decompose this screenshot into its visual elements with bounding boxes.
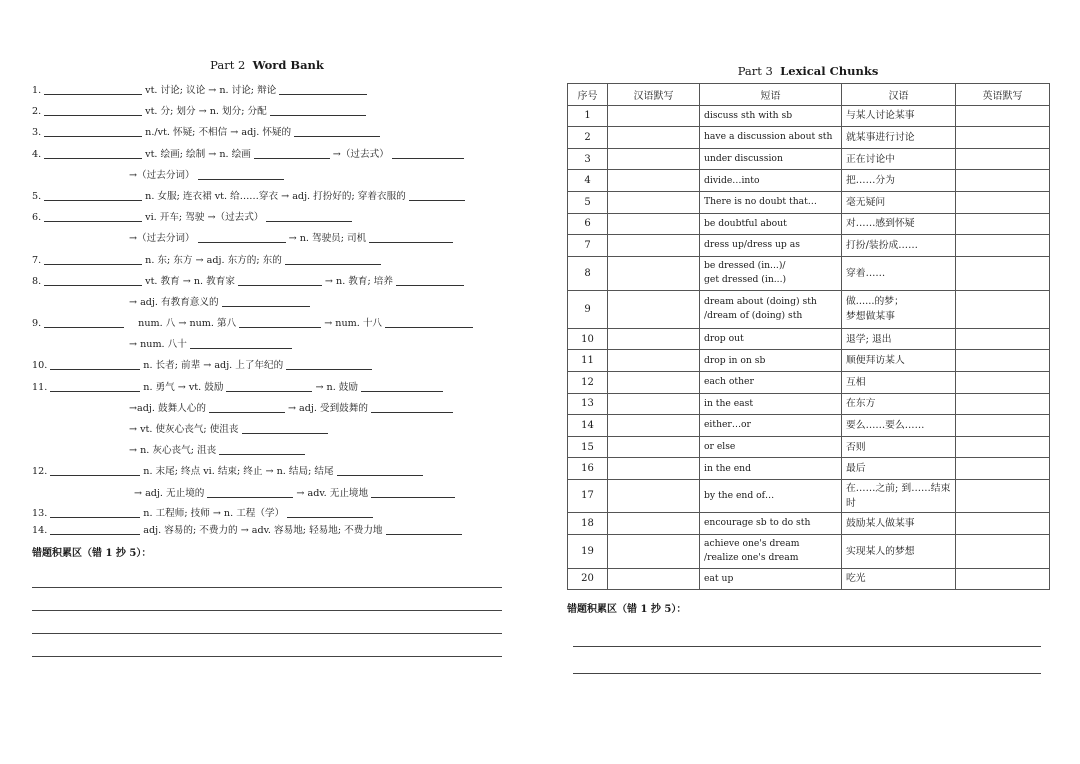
chinese-text: 顺便拜访某人 — [846, 355, 905, 367]
answer-blank[interactable] — [44, 102, 142, 116]
answer-blank[interactable] — [279, 81, 367, 95]
english-dictation-cell[interactable] — [956, 479, 1050, 512]
row-index: 11 — [568, 350, 608, 372]
row-index: 8 — [568, 256, 608, 290]
english-dictation-cell[interactable] — [956, 191, 1050, 213]
answer-blank[interactable] — [44, 208, 142, 222]
line-number: 14. — [32, 524, 48, 536]
line-text: →（过去分词） — [129, 169, 195, 181]
chinese-dictation-cell[interactable] — [608, 235, 700, 257]
chinese-text: 正在讨论中 — [846, 153, 895, 165]
line-text: → n. 灰心丧气; 沮丧 — [129, 445, 217, 457]
answer-blank[interactable] — [50, 378, 140, 392]
line-number: 3. — [32, 127, 42, 139]
word-line-11c — [32, 419, 502, 440]
english-dictation-cell[interactable] — [956, 436, 1050, 458]
table-row — [568, 393, 1050, 415]
word-line-8b — [32, 292, 502, 313]
chinese-dictation-cell[interactable] — [608, 371, 700, 393]
phrase-text: by the end of… — [704, 489, 775, 501]
answer-blank[interactable] — [337, 462, 423, 476]
line-text-2: → adv. 无止境地 — [296, 487, 369, 499]
answer-blank[interactable] — [286, 356, 372, 370]
answer-blank[interactable] — [242, 420, 328, 434]
phrase-cell — [700, 479, 842, 512]
chinese-text: 毫无疑问 — [846, 196, 886, 208]
table-row — [568, 350, 1050, 372]
chinese-dictation-cell[interactable] — [608, 512, 700, 534]
answer-blank[interactable] — [386, 521, 462, 535]
english-dictation-cell[interactable] — [956, 415, 1050, 437]
chinese-text: 与某人讨论某事 — [846, 110, 915, 122]
answer-blank[interactable] — [254, 145, 330, 159]
line-number: 7. — [32, 254, 42, 266]
chinese-cell — [842, 458, 956, 480]
answer-blank[interactable] — [190, 335, 292, 349]
phrase-text: be dressed (in...)/ — [704, 260, 786, 272]
phrase-text: each other — [704, 376, 754, 388]
phrase-text: encourage sb to do sth — [704, 517, 811, 529]
answer-blank[interactable] — [44, 123, 142, 137]
line-text: vt. 教育 → n. 教育家 — [145, 275, 235, 287]
word-line-2 — [32, 101, 502, 122]
word-line-14 — [32, 521, 502, 538]
phrase-cell — [700, 458, 842, 480]
chinese-text: 在……之前; 到……结束时 — [846, 482, 951, 509]
writing-line[interactable] — [32, 565, 502, 588]
row-index: 5 — [568, 191, 608, 213]
english-dictation-cell[interactable] — [956, 393, 1050, 415]
answer-blank[interactable] — [371, 484, 455, 498]
table-row — [568, 191, 1050, 213]
english-dictation-cell[interactable] — [956, 213, 1050, 235]
chinese-text-2: 梦想做某事 — [846, 311, 895, 323]
phrase-cell — [700, 170, 842, 192]
table-header-row — [568, 84, 1050, 106]
phrase-cell — [700, 512, 842, 534]
chinese-dictation-cell[interactable] — [608, 290, 700, 328]
table-row — [568, 127, 1050, 149]
word-line-11 — [32, 377, 502, 398]
row-index: 18 — [568, 512, 608, 534]
english-dictation-cell[interactable] — [956, 371, 1050, 393]
phrase-cell — [700, 213, 842, 235]
chinese-text: 实现某人的梦想 — [846, 545, 915, 557]
writing-line[interactable] — [573, 620, 1041, 647]
table-row — [568, 458, 1050, 480]
english-dictation-cell[interactable] — [956, 235, 1050, 257]
chinese-cell — [842, 213, 956, 235]
phrase-text-2: get dressed (in...) — [704, 274, 787, 286]
answer-blank[interactable] — [226, 378, 312, 392]
word-line-8 — [32, 271, 502, 292]
english-dictation-cell[interactable] — [956, 170, 1050, 192]
chinese-dictation-cell[interactable] — [608, 213, 700, 235]
line-text: vt. 绘画; 绘制 → n. 绘画 — [145, 148, 251, 160]
word-line-12 — [32, 461, 502, 482]
line-number: 5. — [32, 190, 42, 202]
chinese-dictation-cell[interactable] — [608, 328, 700, 350]
chinese-dictation-cell[interactable] — [608, 393, 700, 415]
table-row — [568, 235, 1050, 257]
line-text-2: →（过去式） — [332, 148, 389, 160]
phrase-cell — [700, 436, 842, 458]
row-index: 4 — [568, 170, 608, 192]
answer-blank[interactable] — [44, 145, 142, 159]
phrase-cell — [700, 415, 842, 437]
chinese-cell — [842, 371, 956, 393]
answer-blank[interactable] — [50, 356, 140, 370]
word-line-11d — [32, 440, 502, 461]
english-dictation-cell[interactable] — [956, 350, 1050, 372]
lexical-chunks-title-part: Part 3 — [737, 64, 773, 78]
english-dictation-cell[interactable] — [956, 534, 1050, 568]
lexical-chunks-title-name: Lexical Chunks — [780, 64, 879, 78]
row-index: 7 — [568, 235, 608, 257]
chunks-table — [567, 83, 1050, 590]
chinese-text: 做......的梦； — [846, 296, 904, 308]
phrase-text: divide…into — [704, 174, 760, 186]
english-dictation-cell[interactable] — [956, 256, 1050, 290]
english-dictation-cell[interactable] — [956, 105, 1050, 127]
table-row — [568, 148, 1050, 170]
line-text-2: → n. 教育; 培养 — [324, 275, 393, 287]
line-text: vt. 讨论; 议论 → n. 讨论; 辩论 — [145, 85, 277, 96]
chinese-text: 鼓励某人做某事 — [846, 517, 915, 529]
lexical-chunks-section — [567, 64, 1049, 674]
line-number: 9. — [32, 318, 42, 330]
answer-blank[interactable] — [266, 208, 352, 222]
row-index: 2 — [568, 127, 608, 149]
line-text: → adj. 无止境的 — [134, 487, 205, 499]
chinese-dictation-cell[interactable] — [608, 568, 700, 590]
answer-blank[interactable] — [50, 504, 140, 518]
table-row — [568, 328, 1050, 350]
phrase-cell — [700, 148, 842, 170]
row-index: 12 — [568, 371, 608, 393]
line-text: n. 勇气 → vt. 鼓励 — [143, 381, 224, 393]
chinese-text: 退学; 退出 — [846, 333, 892, 345]
header-chinese-dictation: 汉语默写 — [608, 84, 700, 106]
word-line-1 — [32, 80, 502, 101]
answer-blank[interactable] — [44, 187, 142, 201]
chinese-dictation-cell[interactable] — [608, 436, 700, 458]
phrase-text: be doubtful about — [704, 217, 787, 229]
writing-line[interactable] — [32, 588, 502, 611]
word-line-9b — [32, 334, 502, 355]
answer-blank[interactable] — [287, 504, 373, 518]
word-bank-section — [32, 58, 502, 657]
table-row — [568, 256, 1050, 290]
word-line-4b — [32, 165, 502, 186]
line-text: n. 长者; 前辈 → adj. 上了年纪的 — [143, 360, 284, 372]
table-row — [568, 371, 1050, 393]
chinese-cell — [842, 534, 956, 568]
chinese-cell — [842, 415, 956, 437]
word-bank-title — [32, 58, 502, 72]
table-row — [568, 290, 1050, 328]
phrase-cell — [700, 534, 842, 568]
chinese-dictation-cell[interactable] — [608, 127, 700, 149]
chinese-dictation-cell[interactable] — [608, 191, 700, 213]
word-line-12b — [32, 483, 502, 504]
row-index: 6 — [568, 213, 608, 235]
phrase-text: discuss sth with sb — [704, 109, 793, 121]
chinese-text: 吃光 — [846, 573, 866, 585]
chinese-dictation-cell[interactable] — [608, 105, 700, 127]
table-row — [568, 436, 1050, 458]
chinese-dictation-cell[interactable] — [608, 148, 700, 170]
line-text: → num. 八十 — [129, 339, 187, 351]
chinese-cell — [842, 290, 956, 328]
header-chinese: 汉语 — [842, 84, 956, 106]
header-phrase: 短语 — [700, 84, 842, 106]
chinese-text: 对……感到怀疑 — [846, 218, 915, 230]
chinese-text: 互相 — [846, 376, 866, 388]
row-index: 13 — [568, 393, 608, 415]
answer-blank[interactable] — [385, 314, 473, 328]
answer-blank[interactable] — [369, 229, 453, 243]
answer-blank[interactable] — [270, 102, 366, 116]
phrase-text: either…or — [704, 419, 751, 431]
chinese-text: 穿着…… — [846, 267, 886, 279]
line-text: vi. 开车; 驾驶 →（过去式） — [145, 212, 264, 224]
chinese-text: 把……分为 — [846, 175, 895, 187]
row-index: 16 — [568, 458, 608, 480]
phrase-text: eat up — [704, 572, 734, 584]
chinese-cell — [842, 512, 956, 534]
chinese-dictation-cell[interactable] — [608, 170, 700, 192]
answer-blank[interactable] — [238, 272, 322, 286]
phrase-cell — [700, 127, 842, 149]
phrase-text: drop out — [704, 333, 744, 345]
chinese-cell — [842, 105, 956, 127]
table-row — [568, 568, 1050, 590]
answer-blank[interactable] — [222, 293, 310, 307]
answer-blank[interactable] — [44, 314, 124, 328]
word-line-10 — [32, 355, 502, 376]
line-text: n./vt. 怀疑; 不相信 → adj. 怀疑的 — [145, 127, 292, 139]
line-number: 6. — [32, 212, 42, 224]
word-line-9 — [32, 313, 502, 334]
english-dictation-cell[interactable] — [956, 458, 1050, 480]
phrase-cell — [700, 191, 842, 213]
phrase-cell — [700, 235, 842, 257]
chinese-dictation-cell[interactable] — [608, 458, 700, 480]
phrase-text-2: /dream of (doing) sth — [704, 310, 803, 322]
phrase-text: in the end — [704, 462, 751, 474]
table-row — [568, 512, 1050, 534]
phrase-cell — [700, 350, 842, 372]
line-number: 2. — [32, 106, 42, 118]
english-dictation-cell[interactable] — [956, 127, 1050, 149]
line-text: n. 工程师; 技师 → n. 工程（学） — [143, 507, 285, 519]
chinese-text: 就某事进行讨论 — [846, 131, 915, 143]
row-index: 20 — [568, 568, 608, 590]
chinese-cell — [842, 256, 956, 290]
line-text-2: → num. 十八 — [324, 318, 383, 330]
line-text: →（过去分词） — [129, 233, 195, 245]
answer-blank[interactable] — [50, 521, 140, 535]
phrase-cell — [700, 105, 842, 127]
line-text: n. 末尾; 终点 vi. 结束; 终止 → n. 结局; 结尾 — [143, 466, 334, 478]
chinese-text: 要么……要么…… — [846, 419, 925, 431]
line-number: 13. — [32, 507, 48, 519]
phrase-text: have a discussion about sth — [704, 131, 833, 143]
english-dictation-cell[interactable] — [956, 290, 1050, 328]
line-text: → vt. 使灰心丧气; 使沮丧 — [129, 424, 239, 435]
phrase-text: There is no doubt that… — [704, 196, 817, 208]
line-text: n. 东; 东方 → adj. 东方的; 东的 — [145, 254, 282, 266]
answer-blank[interactable] — [361, 378, 443, 392]
line-text-2: → n. 鼓励 — [315, 381, 358, 393]
answer-blank[interactable] — [396, 272, 464, 286]
chinese-dictation-cell[interactable] — [608, 479, 700, 512]
header-index: 序号 — [568, 84, 608, 106]
chinese-cell — [842, 328, 956, 350]
phrase-text: in the east — [704, 397, 754, 409]
chinese-dictation-cell[interactable] — [608, 256, 700, 290]
word-line-6b — [32, 228, 502, 249]
answer-blank[interactable] — [50, 462, 140, 476]
answer-blank[interactable] — [219, 441, 305, 455]
phrase-cell — [700, 290, 842, 328]
table-row — [568, 213, 1050, 235]
answer-blank[interactable] — [198, 166, 284, 180]
answer-blank[interactable] — [198, 229, 286, 243]
chinese-text: 最后 — [846, 463, 866, 475]
phrase-cell — [700, 568, 842, 590]
line-number: 10. — [32, 360, 48, 372]
lexical-chunks-title — [567, 64, 1049, 78]
error-collection-title-right: 错题积累区（错 1 抄 5）： — [567, 604, 687, 616]
writing-line[interactable] — [32, 611, 502, 634]
line-text: vt. 分; 划分 → n. 划分; 分配 — [145, 106, 267, 118]
phrase-text: dream about (doing) sth — [704, 296, 817, 308]
phrase-text-2: /realize one's dream — [704, 552, 799, 563]
english-dictation-cell[interactable] — [956, 568, 1050, 590]
line-number: 4. — [32, 148, 42, 160]
word-line-11b — [32, 398, 502, 419]
writing-line[interactable] — [573, 647, 1041, 674]
phrase-cell — [700, 393, 842, 415]
chinese-dictation-cell[interactable] — [608, 350, 700, 372]
word-line-4 — [32, 144, 502, 165]
chinese-cell — [842, 436, 956, 458]
chinese-text: 否则 — [846, 441, 866, 453]
chinese-text: 在东方 — [846, 398, 876, 410]
line-text: adj. 容易的; 不费力的 → adv. 容易地; 轻易地; 不费力地 — [143, 524, 383, 536]
line-number: 8. — [32, 275, 42, 287]
answer-blank[interactable] — [239, 314, 321, 328]
chinese-dictation-cell[interactable] — [608, 534, 700, 568]
word-line-7 — [32, 250, 502, 271]
table-row — [568, 105, 1050, 127]
line-text: →adj. 鼓舞人心的 — [129, 402, 206, 414]
answer-blank[interactable] — [294, 123, 380, 137]
answer-blank[interactable] — [371, 399, 453, 413]
word-line-6 — [32, 207, 502, 228]
word-bank-title-name: Word Bank — [252, 58, 324, 72]
chinese-cell — [842, 191, 956, 213]
line-text: n. 女服; 连衣裙 vt. 给……穿衣 → adj. 打扮好的; 穿着衣服的 — [145, 190, 406, 202]
line-number: 1. — [32, 85, 42, 96]
error-collection-title: 错题积累区（错 1 抄 5）： — [32, 547, 152, 559]
header-english-dictation: 英语默写 — [956, 84, 1050, 106]
row-index: 17 — [568, 479, 608, 512]
answer-blank[interactable] — [285, 251, 381, 265]
answer-blank[interactable] — [207, 484, 293, 498]
chinese-cell — [842, 568, 956, 590]
answer-blank[interactable] — [44, 81, 142, 95]
english-dictation-cell[interactable] — [956, 328, 1050, 350]
chinese-cell — [842, 350, 956, 372]
answer-blank[interactable] — [44, 272, 142, 286]
phrase-text: or else — [704, 441, 736, 453]
writing-line[interactable] — [32, 634, 502, 657]
phrase-text: drop in on sb — [704, 354, 766, 366]
line-text: → adj. 有教育意义的 — [129, 296, 219, 308]
phrase-cell — [700, 328, 842, 350]
row-index: 1 — [568, 105, 608, 127]
row-index: 3 — [568, 148, 608, 170]
chinese-cell — [842, 393, 956, 415]
phrase-cell — [700, 371, 842, 393]
phrase-text: dress up/dress up as — [704, 239, 800, 251]
answer-blank[interactable] — [409, 187, 465, 201]
line-number: 12. — [32, 466, 48, 478]
phrase-cell — [700, 256, 842, 290]
chinese-cell — [842, 479, 956, 512]
line-number: 11. — [32, 381, 48, 393]
line-text-2: → adj. 受到鼓舞的 — [287, 402, 368, 414]
chinese-cell — [842, 235, 956, 257]
answer-blank[interactable] — [392, 145, 464, 159]
table-row — [568, 479, 1050, 512]
word-line-13 — [32, 504, 502, 521]
chinese-text: 打扮/装扮成…… — [846, 239, 918, 251]
answer-blank[interactable] — [209, 399, 285, 413]
word-bank-title-part: Part 2 — [210, 58, 246, 72]
english-dictation-cell[interactable] — [956, 148, 1050, 170]
row-index: 10 — [568, 328, 608, 350]
word-line-5 — [32, 186, 502, 207]
row-index: 15 — [568, 436, 608, 458]
line-text-2: → n. 驾驶员; 司机 — [288, 233, 367, 245]
row-index: 19 — [568, 534, 608, 568]
phrase-text: under discussion — [704, 153, 783, 165]
table-row — [568, 415, 1050, 437]
table-row — [568, 170, 1050, 192]
row-index: 14 — [568, 415, 608, 437]
word-line-3 — [32, 122, 502, 143]
row-index: 9 — [568, 290, 608, 328]
chinese-dictation-cell[interactable] — [608, 415, 700, 437]
chinese-cell — [842, 148, 956, 170]
english-dictation-cell[interactable] — [956, 512, 1050, 534]
chinese-cell — [842, 127, 956, 149]
answer-blank[interactable] — [44, 251, 142, 265]
table-row — [568, 534, 1050, 568]
chinese-cell — [842, 170, 956, 192]
phrase-text: achieve one's dream — [704, 538, 800, 549]
line-text: num. 八 → num. 第八 — [138, 318, 237, 330]
